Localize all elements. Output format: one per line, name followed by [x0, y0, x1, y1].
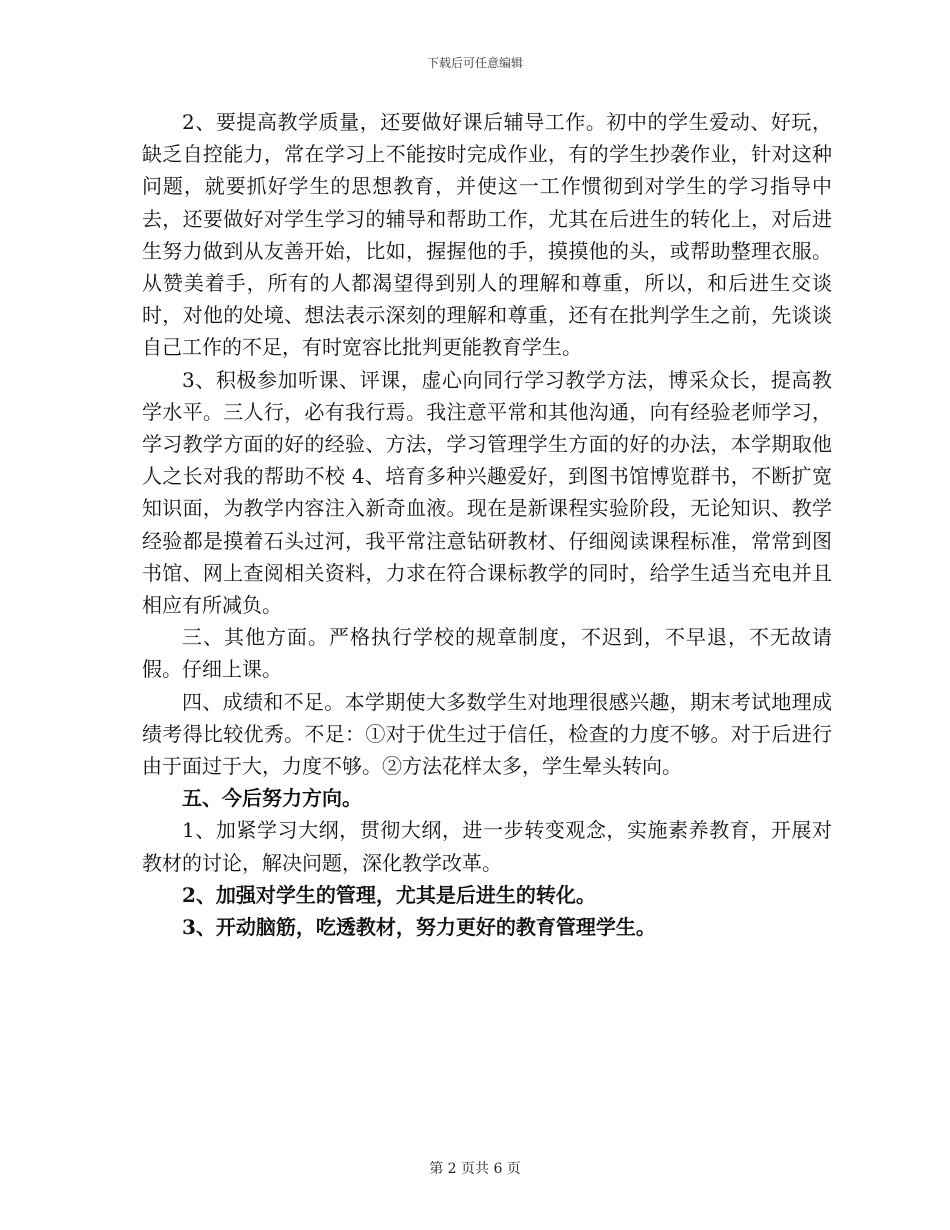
paragraph-tutoring: 2、要提高教学质量，还要做好课后辅导工作。初中的学生爱动、好玩，缺乏自控能力，常在学习上不能按时完成作业，有的学生抄袭作业，针对这种问题，就要抓好学生的思想教育，并使这一工作惯彻到对学生的学习指导中去，还要做好对学生学习的辅导和帮助工作，尤其在后进生的转化上，对后进生努力做到从友善开始，比如，握握他的手，摸摸他的头，或帮助整理衣服。从赞美着手，所有的人都渴望得到别人的理解和尊重，所以，和后进生交谈时，对他的处境、想法表示深刻的理解和尊重，还有在批判学生之前，先谈谈自己工作的不足，有时宽容比批判更能教育学生。 — [142, 110, 832, 360]
page-number: 第 2 页共 6 页 — [429, 1161, 521, 1177]
page-header: 下载后可任意编辑 — [426, 56, 523, 70]
paragraph-other-aspects: 三、其他方面。严格执行学校的规章制度，不迟到，不早退，不无故请假。仔细上课。 — [142, 625, 832, 682]
paragraph-future-item-3: 3、开动脑筋，吃透教材，努力更好的教育管理学生。 — [182, 915, 656, 940]
paragraph-future-item-2: 2、加强对学生的管理，尤其是后进生的转化。 — [182, 882, 596, 907]
document-body — [142, 106, 832, 943]
section-heading-future-direction: 五、今后努力方向。 — [182, 786, 362, 811]
paragraph-results-shortcomings: 四、成绩和不足。本学期使大多数学生对地理很感兴趣，期末考试地理成绩考得比较优秀。不足：①对于优生过于信任，检查的力度不够。对于后进行由于面过于大，力度不够。②方法花样太多，学生晕头转向。 — [142, 689, 832, 779]
paragraph-lesson-observation: 3、积极参加听课、评课，虚心向同行学习教学方法，博采众长，提高教学水平。三人行，必有我行焉。我注意平常和其他沟通，向有经验老师学习，学习教学方面的好的经验、方法，学习管理学生方面的好的办法，本学期取他人之长对我的帮助不校 4、培育多种兴趣爱好，到图书馆博览群书，不断扩宽知识面，为教学内容注入新奇血液。现在是新课程实验阶段，无论知识、教学经验都是摸着石头过河，我平常注意钻研教材、仔细阅读课程标准，常常到图书馆、网上查阅相关资料，力求在符合课标教学的同时，给学生适当充电并且相应有所减负。 — [142, 367, 832, 618]
paragraph-future-item-1: 1、加紧学习大纲，贯彻大纲，进一步转变观念，实施素养教育，开展对教材的讨论，解决问题，深化教学改革。 — [142, 818, 832, 875]
